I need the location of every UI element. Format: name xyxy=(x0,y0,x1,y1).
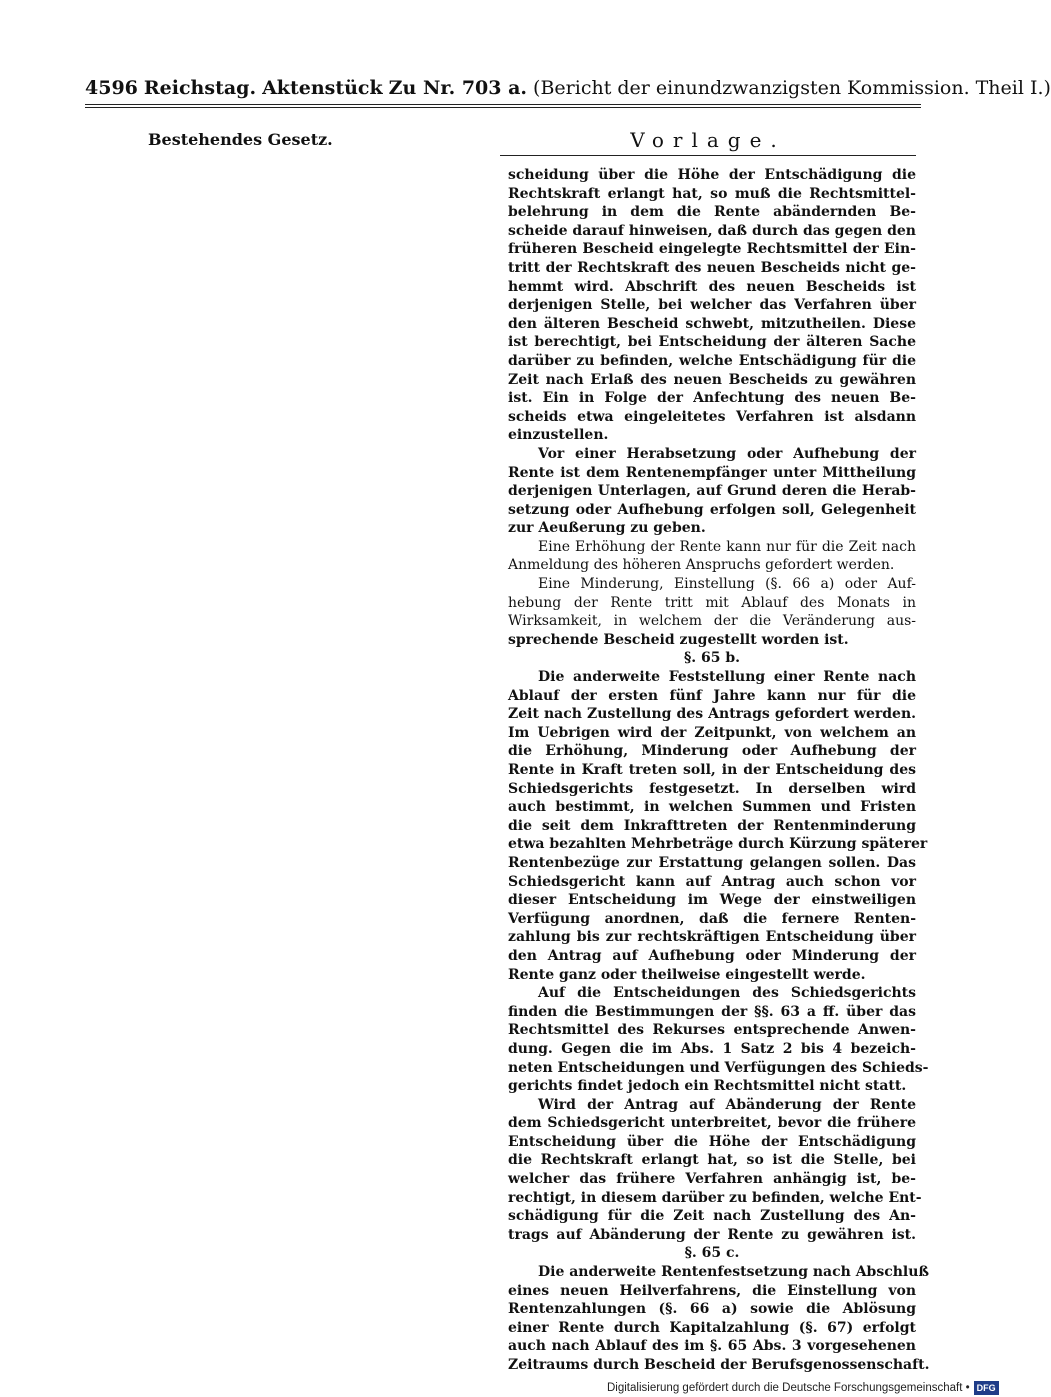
text-line: etwa bezahlten Mehrbeträge durch Kürzung späterer xyxy=(508,836,928,853)
text-line: trags auf Abänderung der Rente zu gewähren ist. xyxy=(508,1226,916,1243)
text-line: schädigung für die Zeit nach Zustellung des An- xyxy=(508,1208,916,1225)
page-footer xyxy=(607,1381,999,1395)
text-line: derjenigen Stelle, bei welcher das Verfahren über xyxy=(508,297,916,314)
header-zu-nr: Zu Nr. 703 a. xyxy=(388,77,528,99)
text-line: rechtigt, in diesem darüber zu befinden, welche Ent- xyxy=(508,1189,922,1206)
text-line: hebung der Rente tritt mit Ablauf des Monats in xyxy=(508,594,916,611)
section-heading: §. 65 c. xyxy=(684,1245,740,1262)
text-line: Zeitraums durch Bescheid der Berufsgenossenschaft. xyxy=(508,1357,930,1373)
text-line: finden die Bestimmungen der §§. 63 a ff. über das xyxy=(508,1003,916,1020)
text-line: setzung oder Aufhebung erfolgen soll, Gelegenheit xyxy=(508,501,916,518)
text-line: tritt der Rechtskraft des neuen Bescheids nicht ge- xyxy=(508,259,916,276)
section-heading: §. 65 b. xyxy=(683,650,741,667)
text-line: welcher das frühere Verfahren anhängig ist, be- xyxy=(508,1171,916,1188)
text-line: Rente ist dem Rentenempfänger unter Mittheilung xyxy=(508,464,916,481)
header-theil: Theil I.) xyxy=(975,77,1051,99)
text-line: Anmeldung des höheren Anspruchs gefordert werden. xyxy=(508,557,895,574)
right-column-body xyxy=(508,166,930,1375)
text-line: Rechtskraft erlangt hat, so muß die Rechtsmittel- xyxy=(508,185,916,202)
text-line: neten Entscheidungen und Verfügungen des Schieds- xyxy=(508,1059,929,1076)
text-line: dieser Entscheidung im Wege der einstweiligen xyxy=(508,892,916,909)
text-line: hemmt wird. Abschrift des neuen Bescheids ist xyxy=(508,278,916,295)
text-line: einzustellen. xyxy=(508,427,609,444)
text-line: Eine Erhöhung der Rente kann nur für die Zeit nach xyxy=(538,538,916,555)
text-line: Rente ganz oder theilweise eingestellt werde. xyxy=(508,966,866,983)
text-line: sprechende Bescheid zugestellt worden ist. xyxy=(508,631,849,648)
text-line: früheren Bescheid eingelegte Rechtsmittel der Ein- xyxy=(508,241,916,258)
page-header xyxy=(85,77,1051,107)
text-line: Schiedsgericht kann auf Antrag auch schon vor xyxy=(508,873,916,890)
header-rule xyxy=(85,104,921,105)
text-line: Zeit nach Erlaß des neuen Bescheids zu gewähren xyxy=(508,371,916,388)
text-line: Rentenzahlungen (§. 66 a) sowie die Ablösung xyxy=(508,1301,916,1318)
header-aktenstueck: Aktenstück xyxy=(262,77,383,99)
text-line: die seit dem Inkrafttreten der Rentenminderung xyxy=(508,817,916,834)
text-line: den Antrag auf Aufhebung oder Minderung der xyxy=(508,947,916,964)
text-line: den älteren Bescheid schwebt, mitzutheilen. Diese xyxy=(508,315,916,332)
text-line: Im Uebrigen wird der Zeitpunkt, von welchem an xyxy=(508,724,916,741)
text-line: Die anderweite Feststellung einer Rente nach xyxy=(538,669,916,686)
text-line: Die anderweite Rentenfestsetzung nach Abschluß xyxy=(538,1264,930,1281)
text-line: Wirksamkeit, in welchem der die Veränderung aus- xyxy=(508,613,916,630)
text-line: Auf die Entscheidungen des Schiedsgerichts xyxy=(538,985,916,1002)
text-line: darüber zu befinden, welche Entschädigung für die xyxy=(508,352,916,369)
text-line: Ablauf der ersten fünf Jahre kann nur für die xyxy=(508,687,916,704)
text-line: dem Schiedsgericht unterbreitet, bevor die frühere xyxy=(508,1115,916,1132)
text-line: die Rechtskraft erlangt hat, so ist die Stelle, bei xyxy=(508,1152,916,1169)
text-line: zahlung bis zur rechtskräftigen Entscheidung über xyxy=(508,929,916,946)
text-line: auch bestimmt, in welchen Summen und Fristen xyxy=(508,799,916,816)
text-line: zur Aeußerung zu geben. xyxy=(508,520,706,537)
header-rule-secondary xyxy=(85,107,921,108)
dfg-logo: DFG xyxy=(974,1381,999,1395)
page-number: 4596 xyxy=(85,77,138,99)
text-line: Verfügung anordnen, daß die fernere Renten- xyxy=(508,910,916,927)
text-line: Rentenbezüge zur Erstattung gelangen sollen. Das xyxy=(508,854,916,871)
text-line: eines neuen Heilverfahrens, die Einstellung von xyxy=(508,1282,916,1299)
header-bericht: (Bericht der einundzwanzigsten Kommission. xyxy=(533,77,970,99)
text-line: die Erhöhung, Minderung oder Aufhebung der xyxy=(508,743,916,760)
text-line: derjenigen Unterlagen, auf Grund deren die Herab- xyxy=(508,483,916,500)
text-line: gerichts findet jedoch ein Rechtsmittel nicht statt. xyxy=(508,1078,907,1095)
header-reichstag: Reichstag. xyxy=(143,77,257,99)
text-line: Eine Minderung, Einstellung (§. 66 a) oder Auf- xyxy=(538,576,916,593)
text-line: scheids etwa eingeleitetes Verfahren ist alsdann xyxy=(508,408,916,425)
text-line: Schiedsgerichts festgesetzt. In derselben wird xyxy=(508,780,916,797)
text-line: scheide darauf hinweisen, daß durch das gegen den xyxy=(508,222,916,239)
column-title-rule xyxy=(500,155,916,156)
text-line: dung. Gegen die im Abs. 1 Satz 2 bis 4 bezeich- xyxy=(508,1040,916,1057)
text-line: auch nach Ablauf des im §. 65 Abs. 3 vorgesehenen xyxy=(508,1338,916,1355)
text-line: belehrung in dem die Rente abändernden Be- xyxy=(508,204,916,221)
text-line: Entscheidung über die Höhe der Entschädigung xyxy=(508,1133,916,1150)
text-line: scheidung über die Höhe der Entschädigung die xyxy=(508,167,916,183)
text-line: Vor einer Herabsetzung oder Aufhebung der xyxy=(538,445,916,462)
text-line: ist berechtigt, bei Entscheidung der älteren Sache xyxy=(508,334,916,351)
text-line: ist. Ein in Folge der Anfechtung des neuen Be- xyxy=(508,390,916,407)
right-column-title: Vorlage. xyxy=(630,128,786,152)
text-line: Wird der Antrag auf Abänderung der Rente xyxy=(538,1096,916,1113)
text-line: Rechtsmittel des Rekurses entsprechende Anwen- xyxy=(508,1022,916,1039)
footer-text: Digitalisierung gefördert durch die Deutsche Forschungsgemeinschaft • xyxy=(607,1382,970,1394)
left-column-title: Bestehendes Gesetz. xyxy=(148,130,333,149)
text-line: Zeit nach Zustellung des Antrags gefordert werden. xyxy=(508,706,916,723)
text-line: Rente in Kraft treten soll, in der Entscheidung des xyxy=(508,762,916,778)
text-line: einer Rente durch Kapitalzahlung (§. 67) erfolgt xyxy=(508,1319,916,1336)
